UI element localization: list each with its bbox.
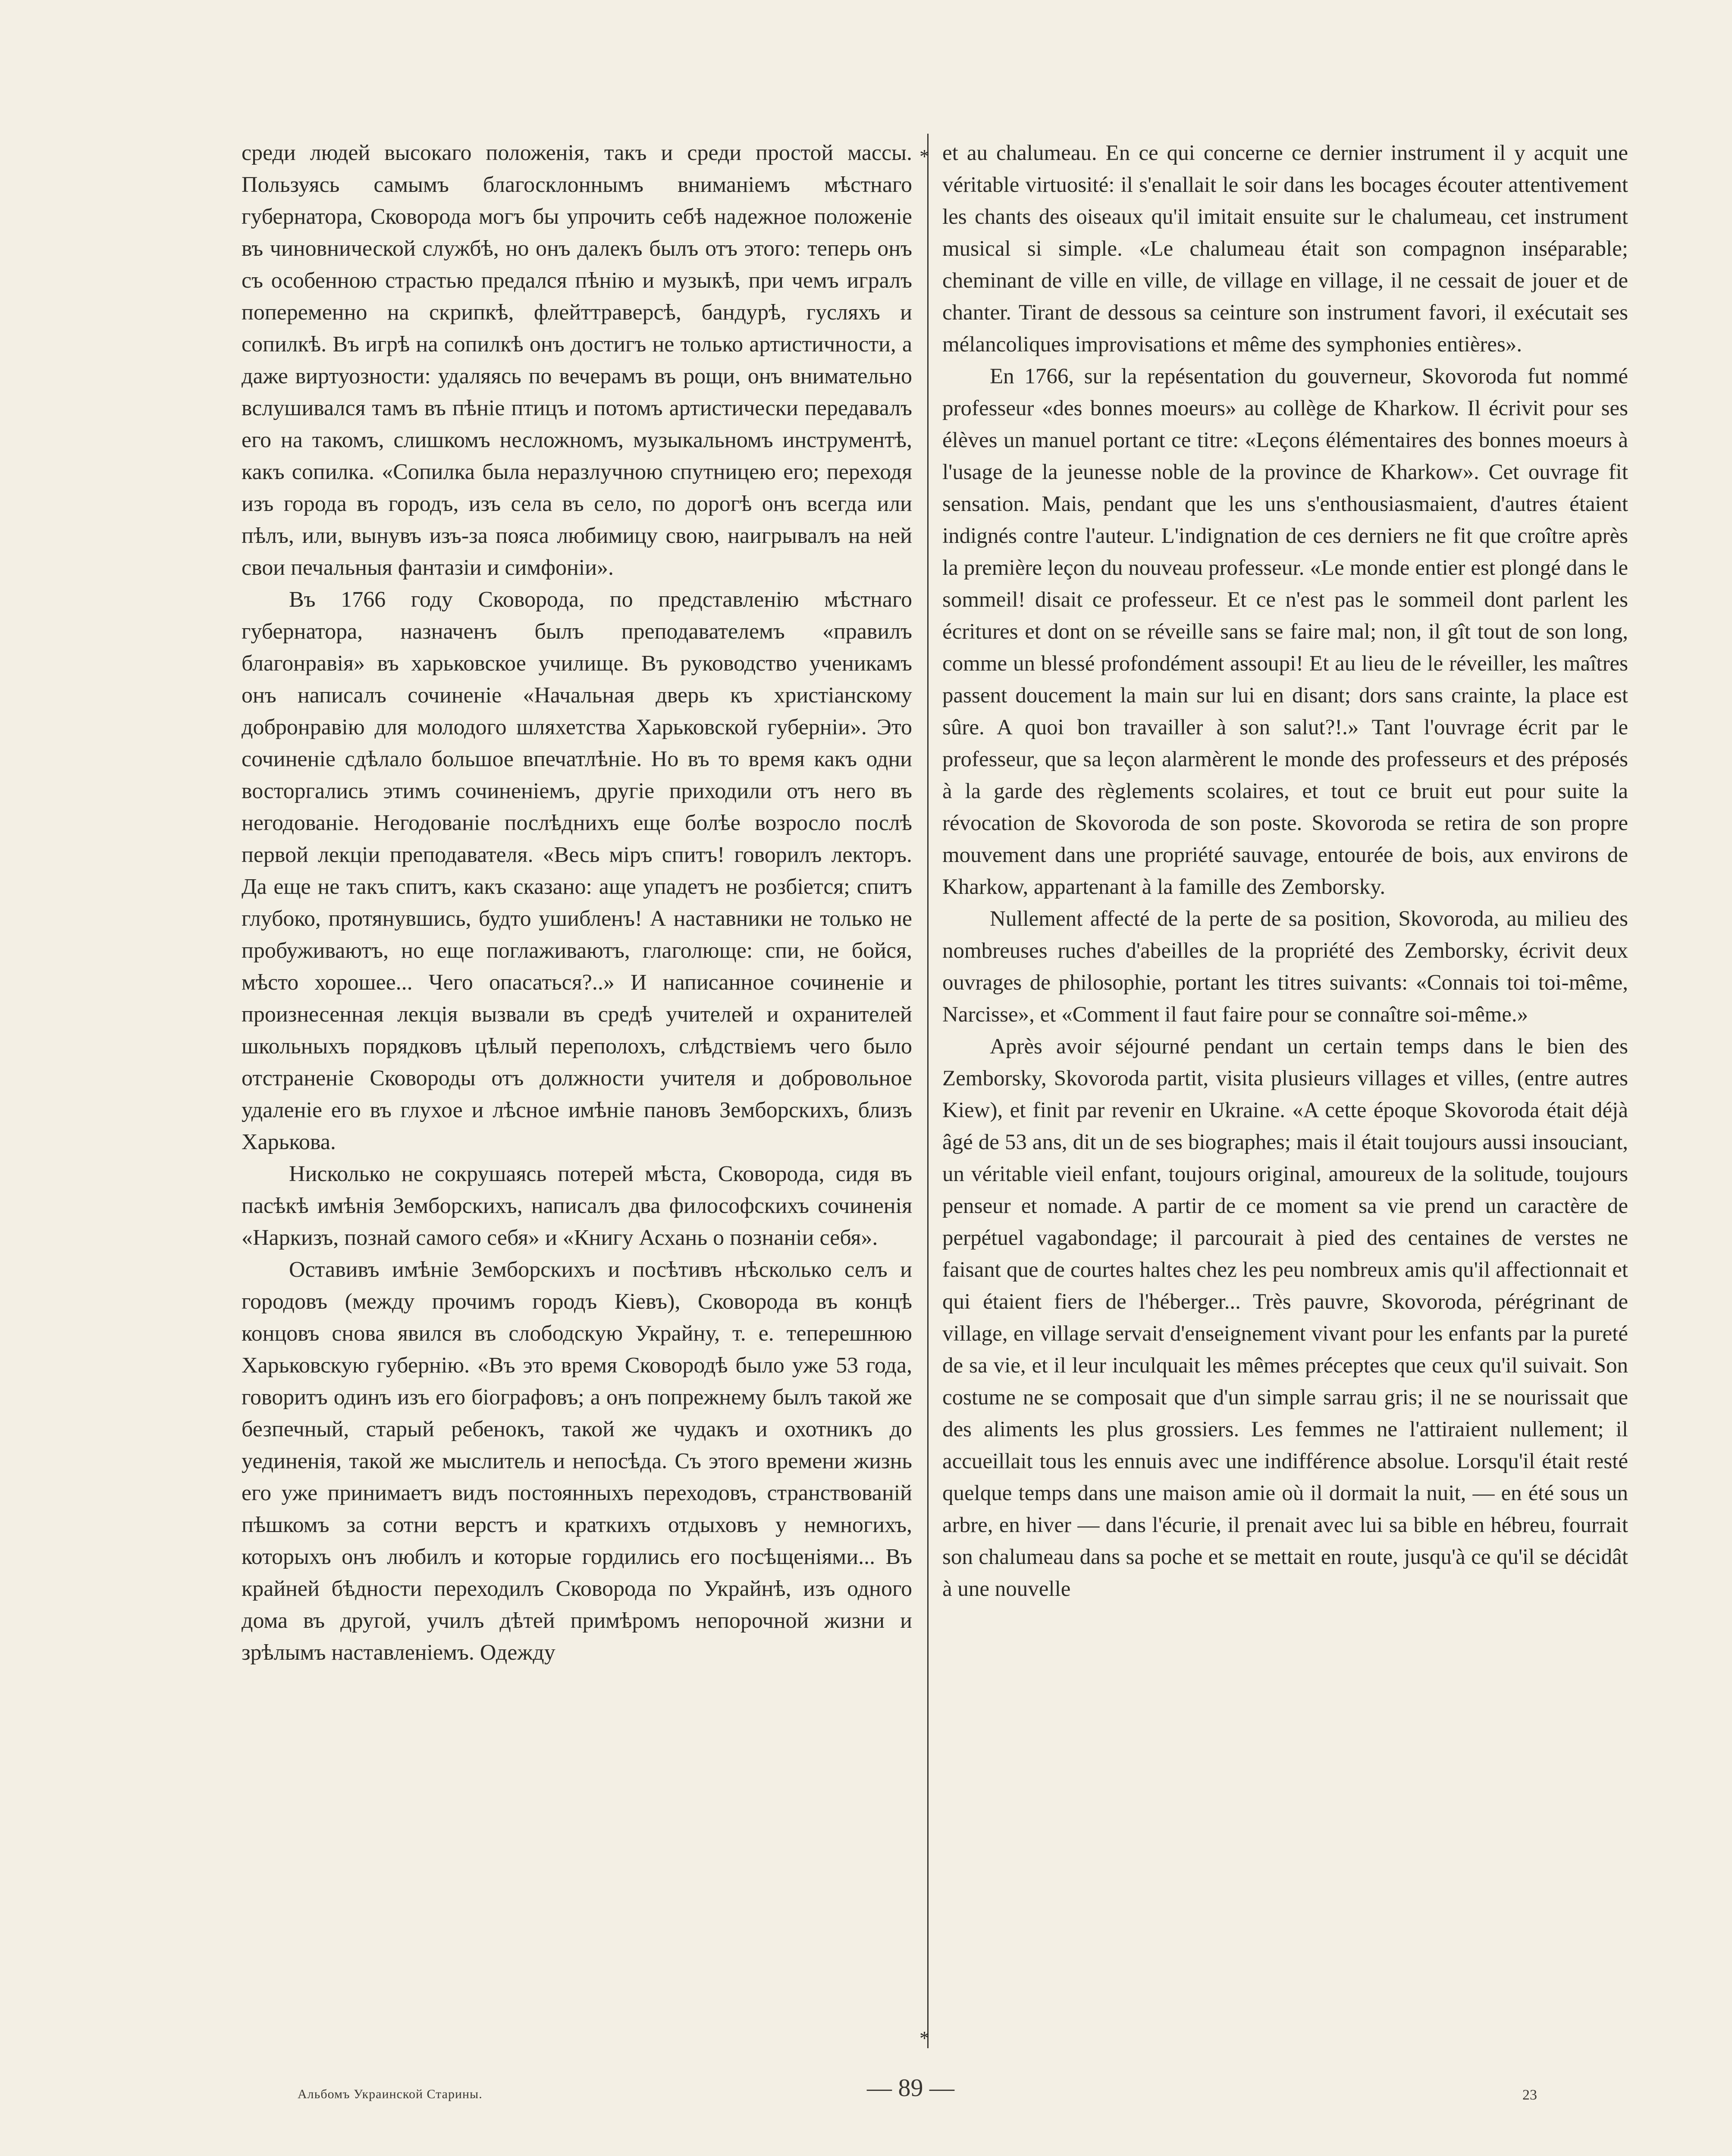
fr-paragraph-1: et au chalumeau. En ce qui concerne ce dernier instrument il y acquit une véritable virtuosité: il s'enallait le soir dans les bocages écouter attentivement les chants des oiseaux qu'il imitait ensuite sur le chalumeau, cet instrument musical si simple. «Le chalumeau était son compagnon inséparable; cheminant de ville en ville, de village en village, il ne cessait de jouer et de chanter. Tirant de dessous sa ceinture son instrument favori, il exécutait ses mélancoliques improvisations et même des symphonies entières». xyxy=(942,141,1628,357)
footer-sheet-number: 23 xyxy=(1522,2087,1537,2103)
footer-page-number: — 89 — xyxy=(867,2074,954,2102)
column-divider xyxy=(927,134,929,2048)
column-asterisk-bottom: * xyxy=(919,2027,929,2049)
ru-paragraph-3: Нисколько не сокрушаясь потерей мѣста, Сковорода, сидя въ пасѣкѣ имѣнія Земборскихъ, написалъ два философскихъ сочиненія «Наркизъ, познай самого себя» и «Книгу Асхань о познаніи себя». xyxy=(242,1162,912,1250)
footer-album-title: Альбомъ Украинской Старины. xyxy=(298,2087,483,2101)
ru-paragraph-2: Въ 1766 году Сковорода, по представленію мѣстнаго губернатора, назначенъ былъ преподавателемъ «правилъ благонравія» въ харьковское училище. Въ руководство ученикамъ онъ написалъ сочиненіе «Начальная дверь къ христіанскому добронравію для молодого шляхетства Харьковской губерніи». Это сочиненіе сдѣлало большое впечатлѣніе. Но въ то время какъ одни восторгались этимъ сочиненіемъ, другіе приходили отъ него въ негодованіе. Негодованіе послѣднихъ еще болѣе возросло послѣ первой лекціи преподавателя. «Весь міръ спитъ! говорилъ лекторъ. Да еще не такъ спитъ, какъ сказано: аще упадетъ не розбіется; спитъ глубоко, протянувшись, будто ушибленъ! А наставники не только не пробуживаютъ, но еще поглаживаютъ, глаголюще: спи, не бойся, мѣсто хорошее... Чего опасаться?..» И написанное сочиненіе и произнесенная лекція вызвали въ средѣ учителей и охранителей школьныхъ порядковъ цѣлый переполохъ, слѣдствіемъ чего было отстраненіе Сковороды отъ должности учителя и добровольное удаленіе его въ глухое и лѣсное имѣніе пановъ Земборскихъ, близъ Харькова. xyxy=(242,587,912,1154)
ru-paragraph-1: среди людей высокаго положенія, такъ и среди простой массы. Пользуясь самымъ благосклоннымъ вниманіемъ мѣстнаго губернатора, Сковорода могъ бы упрочить себѣ надежное положеніе въ чиновнической службѣ, но онъ далекъ былъ отъ этого: теперь онъ съ особенною страстью предался пѣнію и музыкѣ, при чемъ игралъ попеременно на скрипкѣ, флейттраверсѣ, бандурѣ, гусляхъ и сопилкѣ. Въ игрѣ на сопилкѣ онъ достигъ не только артистичности, а даже виртуозности: удаляясь по вечерамъ въ рощи, онъ внимательно вслушивался тамъ въ пѣніе птицъ и потомъ артистически передавалъ его на такомъ, слишкомъ несложномъ, музыкальномъ инструментѣ, какъ сопилка. «Сопилка была неразлучною спутницею его; переходя изъ города въ городъ, изъ села въ село, по дорогѣ онъ всегда или пѣлъ, или, вынувъ изъ-за пояса любимицу свою, наигрывалъ на ней свои печальныя фантазіи и симфоніи». xyxy=(242,141,912,580)
french-text-column xyxy=(942,137,1628,2052)
fr-paragraph-2: En 1766, sur la repésentation du gouverneur, Skovoroda fut nommé professeur «des bonnes moeurs» au collège de Kharkow. Il écrivit pour ses élèves un manuel portant ce titre: «Leçons élémentaires des bonnes moeurs à l'usage de la jeunesse noble de la province de Kharkow». Cet ouvrage fit sensation. Mais, pendant que les uns s'enthousiasmaient, d'autres étaient indignés contre l'auteur. L'indignation de ces derniers ne fit que croître après la première leçon du nouveau professeur. «Le monde entier est plongé dans le sommeil! disait ce professeur. Et ce n'est pas le sommeil dont parlent les écritures et dont on se réveille sans se faire mal; non, il gît tout de son long, comme un blessé profondément assoupi! Et au lieu de le réveiller, les maîtres passent doucement la main sur lui en disant; dors sans crainte, la place est sûre. A quoi bon travailler à son salut?!.» Tant l'ouvrage écrit par le professeur, que sa leçon alarmèrent le monde des professeurs et des préposés à la garde des règlements scolaires, et tout ce bruit eut pour suite la révocation de Skovoroda de son poste. Skovoroda se retira de son propre mouvement dans une propriété sauvage, entourée de bois, aux environs de Kharkow, appartenant à la famille des Zemborsky. xyxy=(942,364,1628,899)
column-asterisk-top: * xyxy=(919,145,929,167)
ru-paragraph-4: Оставивъ имѣніе Земборскихъ и посѣтивъ нѣсколько селъ и городовъ (между прочимъ городъ Кіевъ), Сковорода въ концѣ концовъ снова явился въ слободскую Украйну, т. е. теперешнюю Харьковскую губернію. «Въ это время Сковородѣ было уже 53 года, говоритъ одинъ изъ его біографовъ; а онъ попрежнему былъ такой же безпечный, старый ребенокъ, такой же чудакъ и охотникъ до уединенія, такой же мыслитель и непосѣда. Съ этого времени жизнь его уже принимаетъ видъ постоянныхъ переходовъ, странствованій пѣшкомъ за сотни верстъ и краткихъ отдыховъ у немногихъ, которыхъ онъ любилъ и которые гордились его посѣщеніями... Въ крайней бѣдности переходилъ Сковорода по Украйнѣ, изъ одного дома въ другой, училъ дѣтей примѣромъ непорочной жизни и зрѣлымъ наставленіемъ. Одежду xyxy=(242,1257,912,1665)
fr-paragraph-4: Après avoir séjourné pendant un certain temps dans le bien des Zemborsky, Skovoroda partit, visita plusieurs villages et villes, (entre autres Kiew), et finit par revenir en Ukraine. «A cette époque Skovoroda était déjà âgé de 53 ans, dit un de ses biographes; mais il était toujours aussi insouciant, un véritable vieil enfant, toujours original, amoureux de la solitude, toujours penseur et nomade. A partir de ce moment sa vie prend un caractère de perpétuel vagabondage; il parcourait à pied des centaines de verstes ne faisant que de courtes haltes chez les peu nombreux amis qu'il affectionnait et qui étaient fiers de l'héberger... Très pauvre, Skovoroda, pérégrinant de village, en village servait d'enseignement vivant pour les enfants par la pureté de sa vie, et il leur inculquait les mêmes préceptes que ceux qu'il suivait. Son costume ne se composait que d'un simple sarrau gris; il ne se nourissait que des aliments les plus grossiers. Les femmes ne l'attiraient nullement; il accueillait tous les ennuis avec une indifférence absolue. Lorsqu'il était resté quelque temps dans une maison amie où il dormait la nuit, — en été sous un arbre, en hiver — dans l'écurie, il prenait avec lui sa bible en hébreu, fourrait son chalumeau dans sa poche et se mettait en route, jusqu'à ce qu'il se décidât à une nouvelle xyxy=(942,1034,1628,1601)
fr-paragraph-3: Nullement affecté de la perte de sa position, Skovoroda, au milieu des nombreuses ruches d'abeilles de la propriété des Zemborsky, écrivit deux ouvrages de philosophie, portant les titres suivants: «Connais toi toi-même, Narcisse», et «Comment il faut faire pour se connaître soi-même.» xyxy=(942,907,1628,1027)
russian-text-column xyxy=(242,137,912,2052)
